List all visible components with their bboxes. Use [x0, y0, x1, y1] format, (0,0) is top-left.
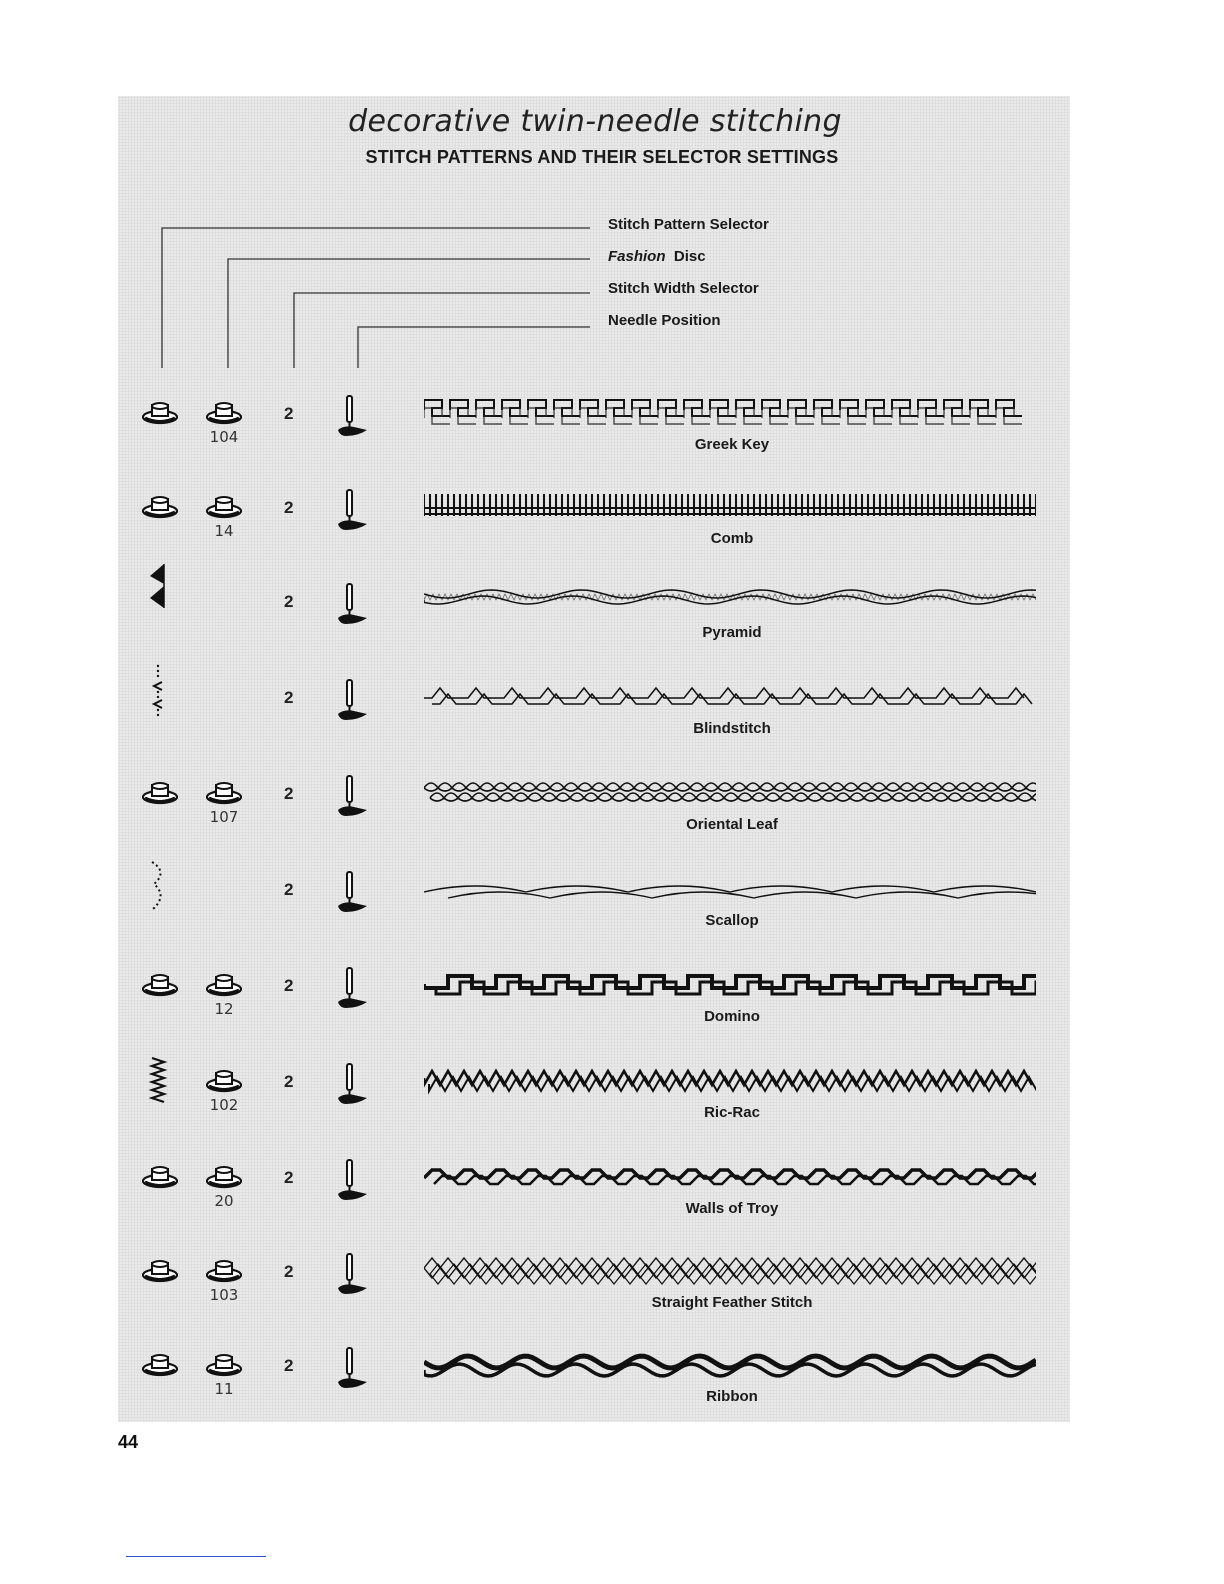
stitch-width-value: 2 — [284, 1168, 294, 1187]
disc-icon — [140, 1352, 180, 1378]
stitch-sample-drawing — [424, 490, 1036, 524]
stitch-sample — [424, 490, 1036, 529]
stitch-name: Scallop — [705, 912, 759, 929]
scallop-symbol-icon — [146, 858, 170, 914]
needle-position-icon — [338, 678, 368, 722]
stitch-sample-drawing — [424, 1348, 1036, 1382]
fashion-disc-number: 103 — [209, 1286, 239, 1304]
stitch-sample-drawing — [424, 1064, 1036, 1098]
blindstitch-symbol-icon — [148, 662, 168, 718]
fashion-disc-number: 14 — [214, 522, 234, 540]
zigzag-symbol-icon — [148, 1054, 168, 1110]
legend-fashion-word: Fashion — [608, 248, 666, 265]
fashion-disc-cell — [204, 972, 244, 1003]
stitch-name: Oriental Leaf — [686, 816, 778, 833]
stitch-width-value: 2 — [284, 592, 294, 611]
disc-icon — [140, 1164, 180, 1190]
disc-icon — [140, 780, 180, 806]
fashion-disc-cell — [204, 400, 244, 431]
pattern-selector-cell — [140, 972, 180, 1003]
stitch-width-value: 2 — [284, 880, 294, 899]
needle-position-cell — [338, 678, 368, 727]
pattern-selector-cell — [146, 562, 170, 617]
stitch-sample-drawing — [424, 968, 1036, 1002]
stitch-sample-drawing — [424, 872, 1036, 906]
page-number: 44 — [118, 1432, 139, 1452]
stitch-width-value: 2 — [284, 688, 294, 707]
pattern-selector-cell — [140, 494, 180, 525]
stitch-name: Blindstitch — [693, 720, 771, 737]
needle-position-cell — [338, 1252, 368, 1301]
stitch-name: Ric-Rac — [704, 1104, 760, 1121]
pattern-selector-cell — [140, 400, 180, 431]
stitch-name: Pyramid — [702, 624, 762, 641]
needle-position-icon — [338, 774, 368, 818]
stitch-sample — [424, 968, 1036, 1007]
pyramid-symbol-icon — [146, 562, 170, 612]
stitch-row — [0, 396, 1224, 488]
stitch-row — [0, 1348, 1224, 1440]
needle-position-icon — [338, 582, 368, 626]
fashion-disc-cell — [204, 1164, 244, 1195]
fashion-disc-cell — [204, 1258, 244, 1289]
pattern-selector-cell — [140, 1352, 180, 1383]
legend-stitch-pattern-selector: Stitch Pattern Selector — [608, 216, 769, 233]
disc-icon — [140, 972, 180, 998]
needle-position-cell — [338, 1346, 368, 1395]
pattern-selector-cell — [148, 1054, 168, 1115]
stitch-name: Straight Feather Stitch — [651, 1294, 813, 1311]
fashion-disc-number: 102 — [209, 1096, 239, 1114]
pattern-selector-cell — [140, 780, 180, 811]
stitch-width-value: 2 — [284, 1262, 294, 1281]
stitch-sample — [424, 1348, 1036, 1387]
fashion-disc-icon — [204, 400, 244, 426]
fashion-disc-cell — [204, 1068, 244, 1099]
needle-position-icon — [338, 1346, 368, 1390]
fashion-disc-number: 104 — [209, 428, 239, 446]
needle-position-icon — [338, 488, 368, 532]
pattern-selector-cell — [140, 1164, 180, 1195]
stitch-row — [0, 490, 1224, 582]
fashion-disc-cell — [204, 1352, 244, 1383]
stitch-width-value: 2 — [284, 784, 294, 803]
fashion-disc-icon — [204, 1258, 244, 1284]
needle-position-icon — [338, 1062, 368, 1106]
legend-disc-word: Disc — [673, 248, 706, 265]
fashion-disc-icon — [204, 780, 244, 806]
stitch-width-value: 2 — [284, 1356, 294, 1375]
stitch-row — [0, 680, 1224, 772]
page-subtitle: STITCH PATTERNS AND THEIR SELECTOR SETTINGS — [365, 147, 839, 167]
stitch-sample-drawing — [424, 680, 1036, 714]
stitch-width-value: 2 — [284, 404, 294, 423]
stitch-sample — [424, 872, 1036, 911]
needle-position-cell — [338, 1062, 368, 1111]
fashion-disc-cell — [204, 780, 244, 811]
stitch-row — [0, 1160, 1224, 1252]
stitch-sample — [424, 1160, 1036, 1199]
stitch-row — [0, 584, 1224, 676]
needle-position-icon — [338, 1252, 368, 1296]
stitch-width-value: 2 — [284, 1072, 294, 1091]
needle-position-cell — [338, 870, 368, 919]
stitch-sample-drawing — [424, 776, 1036, 810]
stitch-sample-drawing — [424, 584, 1036, 618]
stitch-sample — [424, 1254, 1036, 1293]
stitch-width-value: 2 — [284, 976, 294, 995]
stitch-name: Walls of Troy — [685, 1200, 779, 1217]
fashion-disc-number: 11 — [214, 1380, 234, 1398]
footer-rule — [126, 1556, 266, 1557]
stitch-sample-drawing — [424, 396, 1036, 430]
disc-icon — [140, 494, 180, 520]
fashion-disc-icon — [204, 494, 244, 520]
fashion-disc-icon — [204, 1068, 244, 1094]
fashion-disc-cell — [204, 494, 244, 525]
stitch-name: Greek Key — [694, 436, 770, 453]
stitch-row — [0, 872, 1224, 964]
legend-fashion-disc — [608, 248, 706, 265]
needle-position-cell — [338, 582, 368, 631]
fashion-disc-number: 12 — [214, 1000, 234, 1018]
fashion-disc-icon — [204, 1352, 244, 1378]
pattern-selector-cell — [140, 1258, 180, 1289]
disc-icon — [140, 1258, 180, 1284]
stitch-sample — [424, 776, 1036, 815]
needle-position-cell — [338, 774, 368, 823]
stitch-sample — [424, 396, 1036, 435]
needle-position-icon — [338, 394, 368, 438]
needle-position-cell — [338, 488, 368, 537]
fashion-disc-number: 107 — [209, 808, 239, 826]
stitch-row — [0, 1064, 1224, 1156]
page-title: decorative twin-needle stitching — [348, 104, 842, 139]
stitch-sample — [424, 1064, 1036, 1103]
legend-needle-position: Needle Position — [608, 312, 721, 329]
disc-icon — [140, 400, 180, 426]
stitch-name: Comb — [710, 530, 754, 547]
fashion-disc-number: 20 — [214, 1192, 234, 1210]
needle-position-cell — [338, 394, 368, 443]
stitch-row — [0, 968, 1224, 1060]
stitch-sample-drawing — [424, 1160, 1036, 1194]
stitch-sample — [424, 680, 1036, 719]
stitch-row — [0, 1254, 1224, 1346]
needle-position-cell — [338, 1158, 368, 1207]
pattern-selector-cell — [146, 858, 170, 919]
legend-stitch-width-selector: Stitch Width Selector — [608, 280, 759, 297]
needle-position-icon — [338, 1158, 368, 1202]
needle-position-icon — [338, 966, 368, 1010]
fashion-disc-icon — [204, 1164, 244, 1190]
stitch-name: Ribbon — [706, 1388, 758, 1405]
needle-position-icon — [338, 870, 368, 914]
stitch-width-value: 2 — [284, 498, 294, 517]
stitch-row — [0, 776, 1224, 868]
stitch-name: Domino — [704, 1008, 760, 1025]
stitch-sample-drawing — [424, 1254, 1036, 1288]
needle-position-cell — [338, 966, 368, 1015]
stitch-sample — [424, 584, 1036, 623]
pattern-selector-cell — [148, 662, 168, 723]
fashion-disc-icon — [204, 972, 244, 998]
